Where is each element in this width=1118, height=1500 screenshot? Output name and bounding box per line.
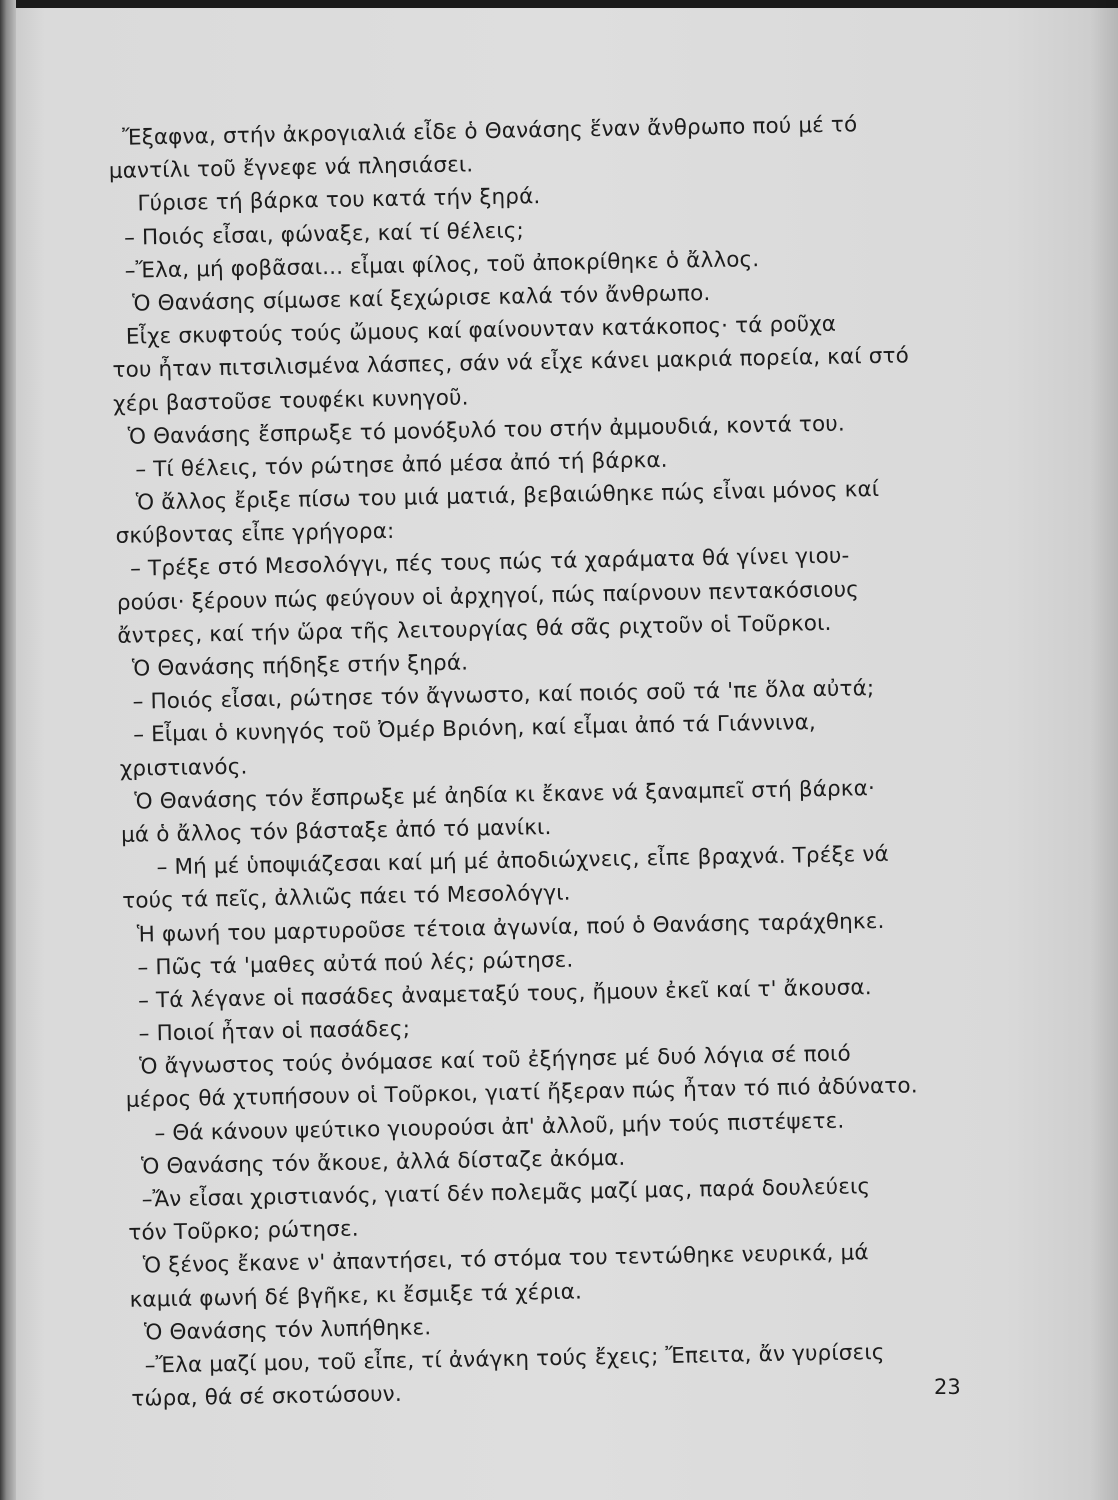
text-line: χέρι βαστοῦσε τουφέκι κυνηγοῦ.: [112, 384, 469, 417]
text-line: Ὁ Θανάσης ἔσπρωξε τό μονόξυλό του στήν ἀμμουδιά, κοντά του.: [113, 411, 846, 450]
text-line: – Τί θέλεις, τόν ρώτησε ἀπό μέσα ἀπό τή βάρκα.: [114, 447, 668, 483]
text-line: – Εἶμαι ὁ κυνηγός τοῦ Ὀμέρ Βριόνη, καί εἶμαι ἀπό τά Γιάννινα,: [119, 710, 817, 749]
text-line: – Ποιός εἶσαι, ρώτησε τόν ἄγνωστο, καί ποιός σοῦ τά 'πε ὅλα αὐτά;: [118, 676, 875, 716]
text-line: Ἔξαφνα, στήν ἀκρογιαλιά εἶδε ὁ Θανάσης ἕναν ἄνθρωπο πού μέ τό: [108, 112, 858, 151]
text-line: τούς τά πεῖς, ἀλλιῶς πάει τό Μεσολόγγι.: [122, 880, 571, 915]
text-line: τόν Τοῦρκο; ρώτησε.: [128, 1216, 359, 1246]
text-line: Ὁ ξένος ἔκανε ν' ἀπαντήσει, τό στόμα του τεντώθηκε νευρικά, μά: [128, 1240, 869, 1280]
text-line: –Ἄν εἶσαι χριστιανός, γιατί δέν πολεμᾶς μαζί μας, παρά δουλεύεις: [127, 1174, 871, 1213]
text-line: – Θά κάνουν ψεύτικο γιουρούσι ἀπ' ἀλλοῦ, μήν τούς πιστέψετε.: [126, 1108, 845, 1147]
text-line: –Ἔλα, μή φοβᾶσαι... εἶμαι φίλος, τοῦ ἀποκρίθηκε ὁ ἄλλος.: [110, 246, 760, 284]
text-line: τώρα, θά σέ σκοτώσουν.: [131, 1381, 403, 1412]
page-binding-shadow: [0, 0, 16, 1500]
text-line: Ὁ Θανάσης τόν ἄκουε, ἀλλά δίσταζε ἀκόμα.: [126, 1145, 626, 1180]
text-line: καμιά φωνή δέ βγῆκε, κι ἔσμιξε τά χέρια.: [129, 1279, 583, 1313]
text-line: – Τρέξε στό Μεσολόγγι, πές τους πώς τά χαράματα θά γίνει γιου-: [115, 543, 850, 583]
text-line: μέρος θά χτυπήσουν οἱ Τοῦρκοι, γιατί ἤξεραν πώς ἦταν τό πιό ἀδύνατο.: [125, 1073, 918, 1114]
text-line: – Ποιός εἶσαι, φώναξε, καί τί θέλεις;: [109, 217, 525, 251]
text-line: Ὁ Θανάσης τόν ἔσπρωξε μέ ἀηδία κι ἔκανε νά ξαναμπεῖ στή βάρκα·: [120, 775, 876, 815]
text-line: Ἡ φωνή του μαρτυροῦσε τέτοια ἀγωνία, πού ὁ Θανάσης ταράχθηκε.: [122, 908, 885, 948]
text-line: Ὁ Θανάσης τόν λυπήθηκε.: [129, 1315, 432, 1346]
text-line: – Πῶς τά 'μαθες αὐτά πού λές; ρώτησε.: [123, 947, 574, 981]
text-line: χριστιανός.: [119, 754, 248, 782]
text-line: του ἦταν πιτσιλισμένα λάσπες, σάν νά εἶχε κάνει μακριά πορεία, καί στό: [112, 343, 910, 384]
text-line: – Τά λέγανε οἱ πασάδες ἀναμεταξύ τους, ἤμουν ἐκεῖ καί τ' ἄκουσα.: [123, 975, 872, 1014]
text-line: Ὁ Θανάσης σίμωσε καί ξεχώρισε καλά τόν ἄνθρωπο.: [111, 280, 711, 317]
text-line: – Μή μέ ὑποψιάζεσαι καί μή μέ ἀποδιώχνεις, εἶπε βραχνά. Τρέξε νά: [121, 841, 890, 881]
text-line: Ὁ Θανάσης πήδηξε στήν ξηρά.: [117, 650, 469, 682]
body-text: [108, 106, 990, 1416]
page-right-shadow: [1090, 0, 1118, 1500]
text-line: μά ὁ ἄλλος τόν βάσταξε ἀπό τό μανίκι.: [120, 814, 552, 848]
text-line: Εἶχε σκυφτούς τούς ὤμους καί φαίνουνταν κατάκοπος· τά ροῦχα: [111, 311, 837, 351]
text-line: Ὁ ἄγνωστος τούς ὀνόμασε καί τοῦ ἐξήγησε μέ δυό λόγια σέ ποιό: [125, 1041, 852, 1081]
text-line: σκύβοντας εἶπε γρήγορα:: [115, 519, 395, 550]
scan-top-edge: [0, 0, 1118, 8]
text-line: Ὁ ἄλλος ἔριξε πίσω του μιά ματιά, βεβαιώθηκε πώς εἶναι μόνος καί: [114, 476, 880, 516]
text-line: Γύρισε τή βάρκα του κατά τήν ξηρά.: [109, 184, 541, 218]
text-line: – Ποιοί ἦταν οἱ πασάδες;: [124, 1016, 411, 1047]
text-line: –Ἔλα μαζί μου, τοῦ εἶπε, τί ἀνάγκη τούς ἔχεις; Ἔπειτα, ἄν γυρίσεις: [130, 1339, 885, 1379]
text-line: ἄντρες, καί τήν ὥρα τῆς λειτουργίας θά σᾶς ριχτοῦν οἱ Τοῦρκοι.: [117, 610, 832, 649]
text-line: μαντίλι τοῦ ἔγνεφε νά πλησιάσει.: [108, 152, 474, 185]
text-line: ρούσι· ξέρουν πώς φεύγουν οἱ ἀρχηγοί, πώς παίρνουν πεντακόσιους: [116, 576, 860, 616]
page-number: 23: [934, 1375, 961, 1399]
